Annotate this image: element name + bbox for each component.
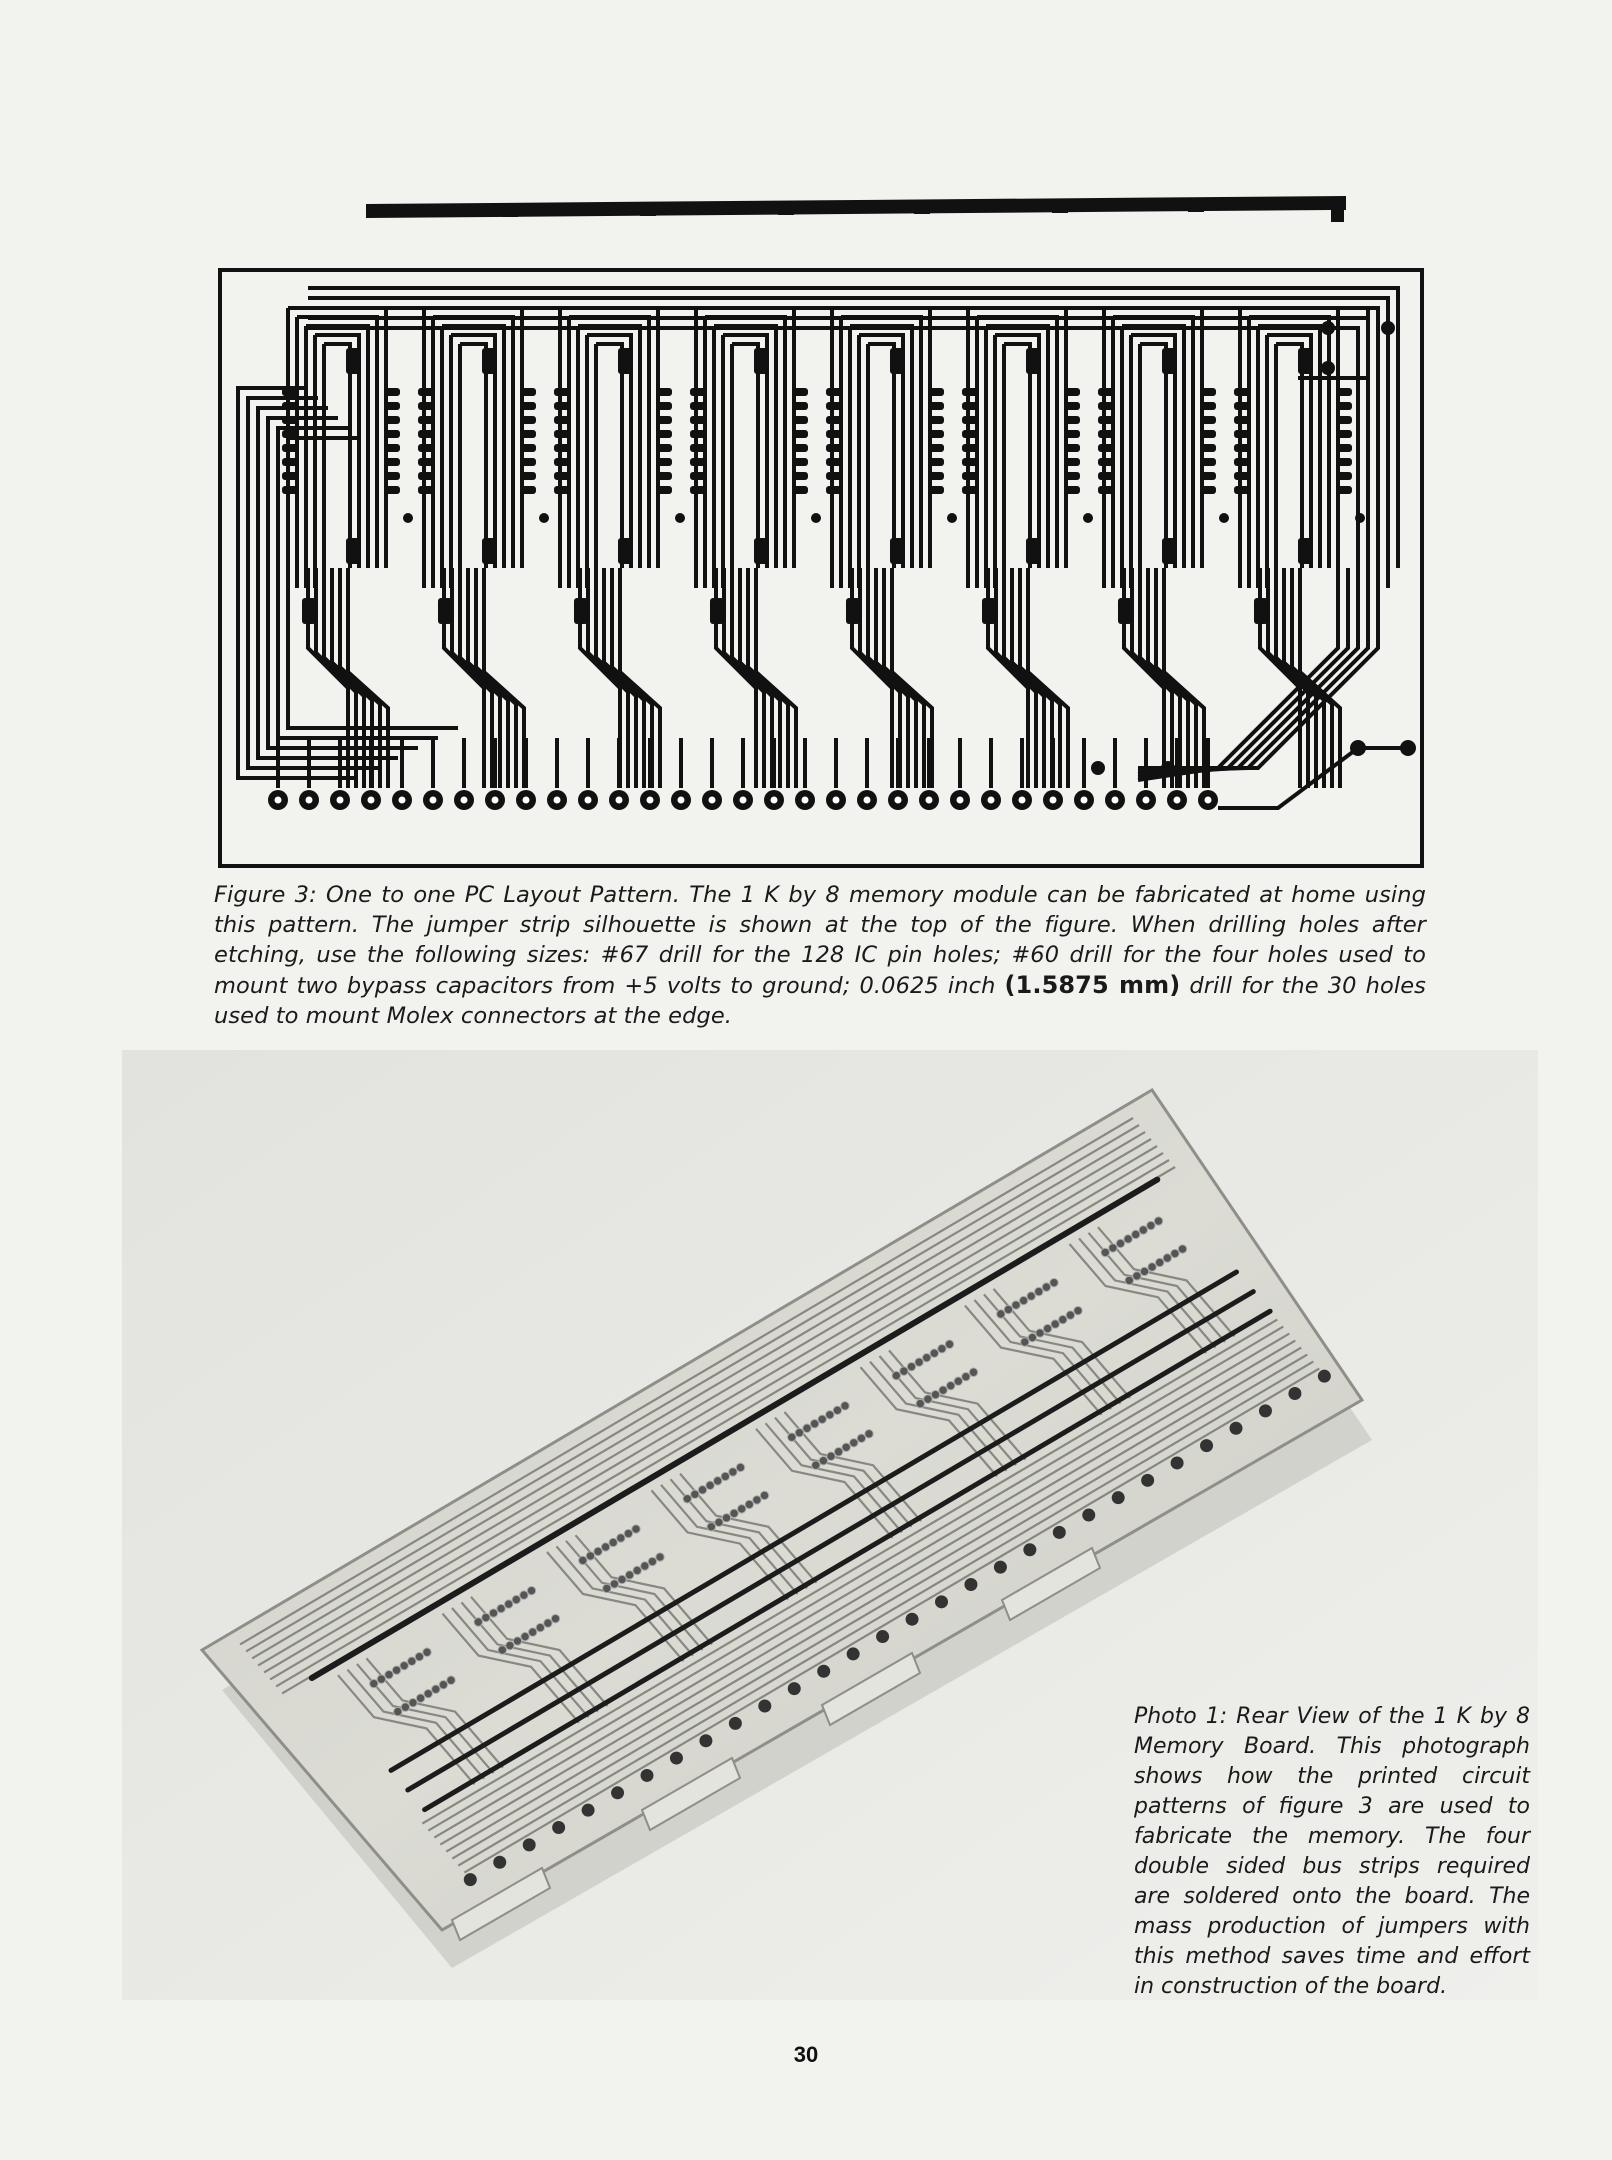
pc-layout-pattern [218, 268, 1424, 868]
figure-3-caption [214, 880, 1426, 1031]
caption-text-part-2: drill for the 30 holes used to mount Molex connectors at the edge. [214, 973, 1426, 1029]
jumper-strip-silhouette [366, 196, 1346, 226]
caption-mm-value: (1.5875 mm) [1004, 971, 1181, 999]
page-number: 30 [793, 2042, 819, 2067]
caption-text-part-1: Figure 3: One to one PC Layout Pattern. The 1 K by 8 memory module can be fabricated at home using this pattern. The jumper strip silhouette is shown at the top of the figure. When drilling holes after etching, use the following sizes: #67 drill for the 128 IC pin holes; #60 drill for the four holes used to mount two bypass capacitors from +5 volts to ground; 0.0625 inch [214, 882, 1426, 999]
photo-1-caption: Photo 1: Rear View of the 1 K by 8 Memory Board. This photograph shows how the printed circuit patterns of figure 3 are used to fabricate the memory. The four double sided bus strips required are soldered onto the board. The mass production of jumpers with this method saves time and effort in construction of the board. [1134, 1704, 1530, 1999]
